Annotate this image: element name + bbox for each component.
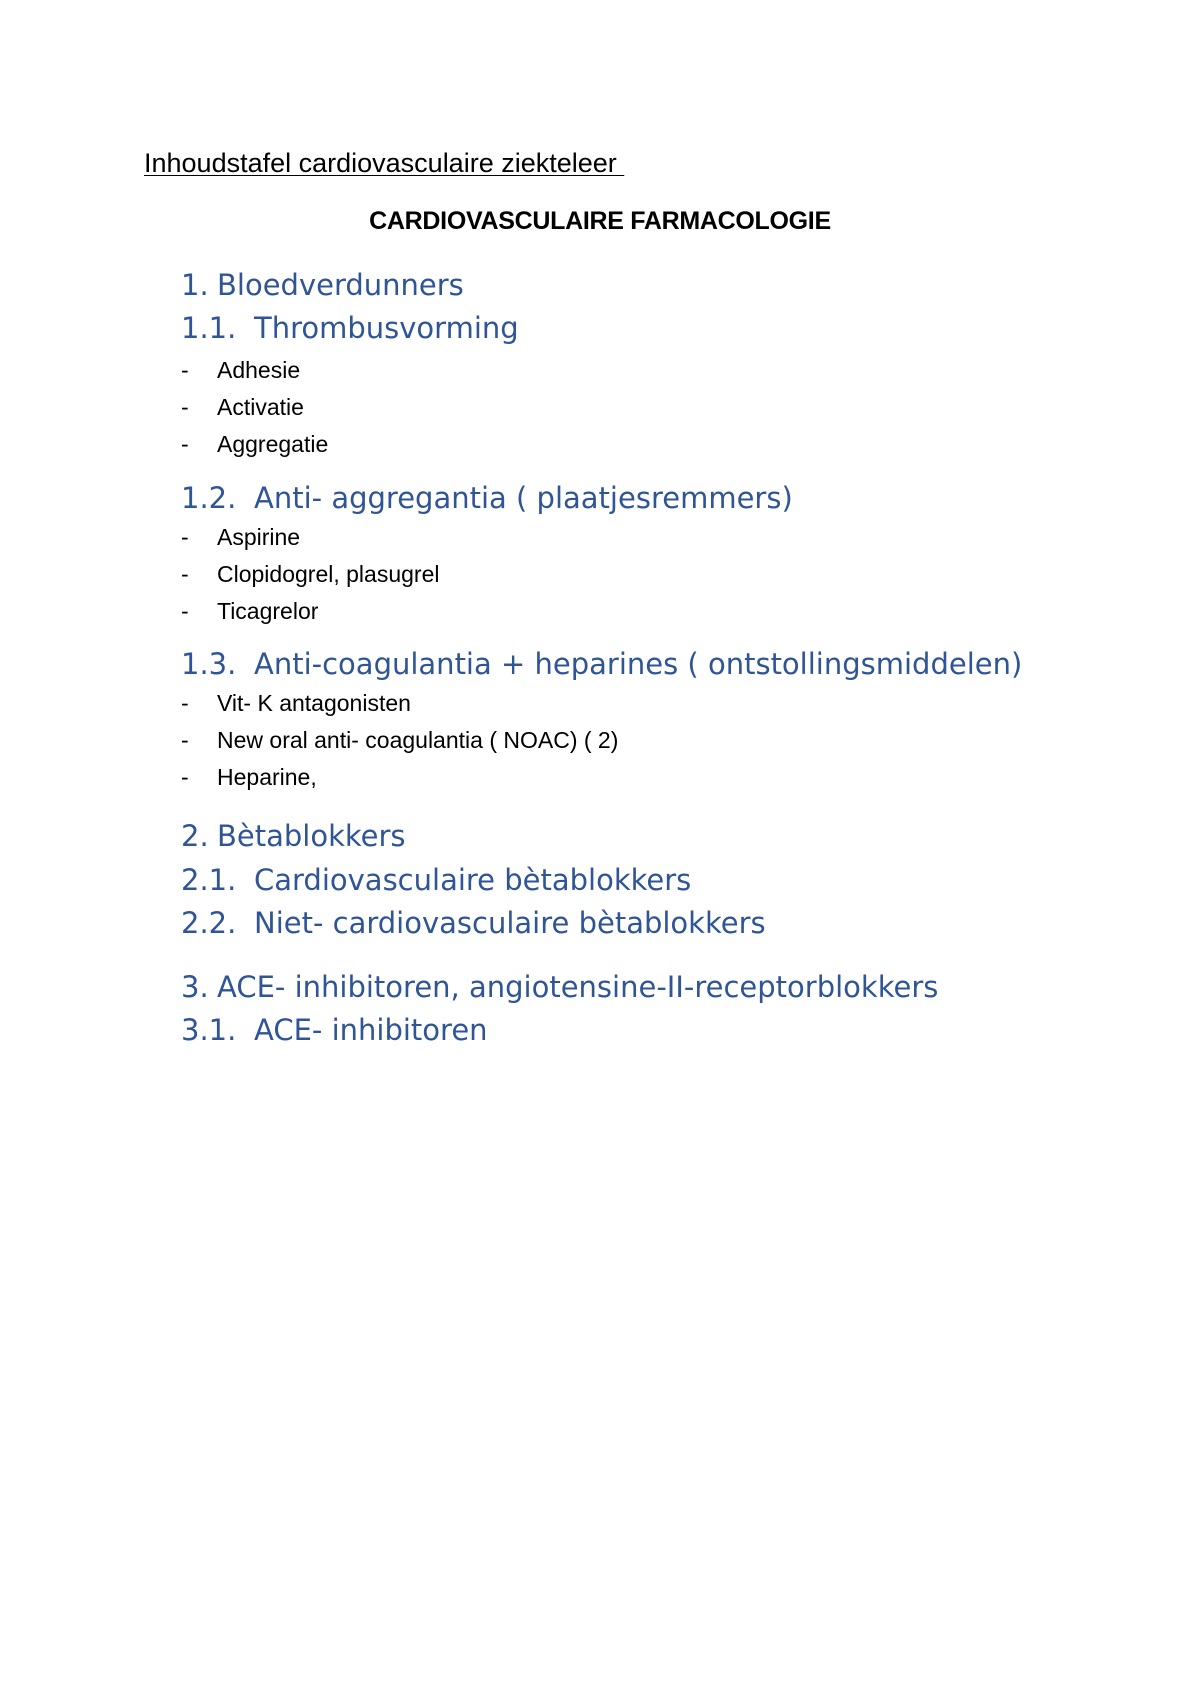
section-heading-1 <box>181 268 464 302</box>
subsection-heading-1-1 <box>181 311 519 345</box>
list-item-text: Vit- K antagonisten <box>217 690 411 716</box>
section-label: Bloedverdunners <box>217 268 464 302</box>
document-heading: CARDIOVASCULAIRE FARMACOLOGIE <box>369 207 831 235</box>
subsection-label: Anti- aggregantia ( plaatjesremmers) <box>254 481 793 515</box>
subsection-heading-1-2 <box>181 481 793 515</box>
subsection-number: 1.2. <box>181 481 237 515</box>
bullet-marker: - <box>181 764 189 790</box>
section-heading-3 <box>181 970 938 1004</box>
subsection-label: ACE- inhibitoren <box>254 1013 488 1047</box>
section-label: Bètablokkers <box>217 819 406 853</box>
bullet-marker: - <box>181 690 189 716</box>
subsection-heading-2-2 <box>181 906 766 940</box>
list-item <box>181 357 300 384</box>
list-item-text: Heparine, <box>217 764 317 790</box>
list-item-text: Adhesie <box>217 357 301 383</box>
subsection-number: 1.1. <box>181 311 237 345</box>
subsection-heading-1-3 <box>181 647 1022 681</box>
list-item-text: Aggregatie <box>217 431 329 457</box>
section-number: 2. <box>181 819 209 853</box>
bullet-marker: - <box>181 561 189 587</box>
subsection-number: 1.3. <box>181 647 237 681</box>
bullet-marker: - <box>181 431 189 457</box>
subsection-heading-2-1 <box>181 863 691 897</box>
section-number: 1. <box>181 268 209 302</box>
subsection-label: Thrombusvorming <box>254 311 519 345</box>
list-item <box>181 598 318 625</box>
bullet-marker: - <box>181 727 189 753</box>
list-item <box>181 764 317 791</box>
bullet-marker: - <box>181 524 189 550</box>
bullet-marker: - <box>181 357 189 383</box>
section-label: ACE- inhibitoren, angiotensine-II-receptorblokkers <box>217 970 939 1004</box>
list-item-text: Aspirine <box>217 524 301 550</box>
list-item <box>181 690 411 717</box>
subsection-label: Cardiovasculaire bètablokkers <box>254 863 692 897</box>
list-item-text: New oral anti- coagulantia ( NOAC) ( 2) <box>217 727 619 753</box>
list-item <box>181 431 328 458</box>
section-heading-2 <box>181 819 406 853</box>
subsection-number: 2.1. <box>181 863 237 897</box>
list-item <box>181 394 304 421</box>
section-number: 3. <box>181 970 209 1004</box>
subsection-number: 2.2. <box>181 906 237 940</box>
list-item-text: Ticagrelor <box>217 598 319 624</box>
bullet-marker: - <box>181 598 189 624</box>
document-title: Inhoudstafel cardiovasculaire ziekteleer <box>144 148 625 178</box>
subsection-label: Niet- cardiovasculaire bètablokkers <box>254 906 766 940</box>
list-item <box>181 524 300 551</box>
subsection-label: Anti-coagulantia + heparines ( ontstollingsmiddelen) <box>254 647 1023 681</box>
subsection-heading-3-1 <box>181 1013 488 1047</box>
list-item-text: Clopidogrel, plasugrel <box>217 561 440 587</box>
subsection-number: 3.1. <box>181 1013 237 1047</box>
list-item <box>181 727 618 754</box>
list-item-text: Activatie <box>217 394 304 420</box>
list-item <box>181 561 439 588</box>
bullet-marker: - <box>181 394 189 420</box>
